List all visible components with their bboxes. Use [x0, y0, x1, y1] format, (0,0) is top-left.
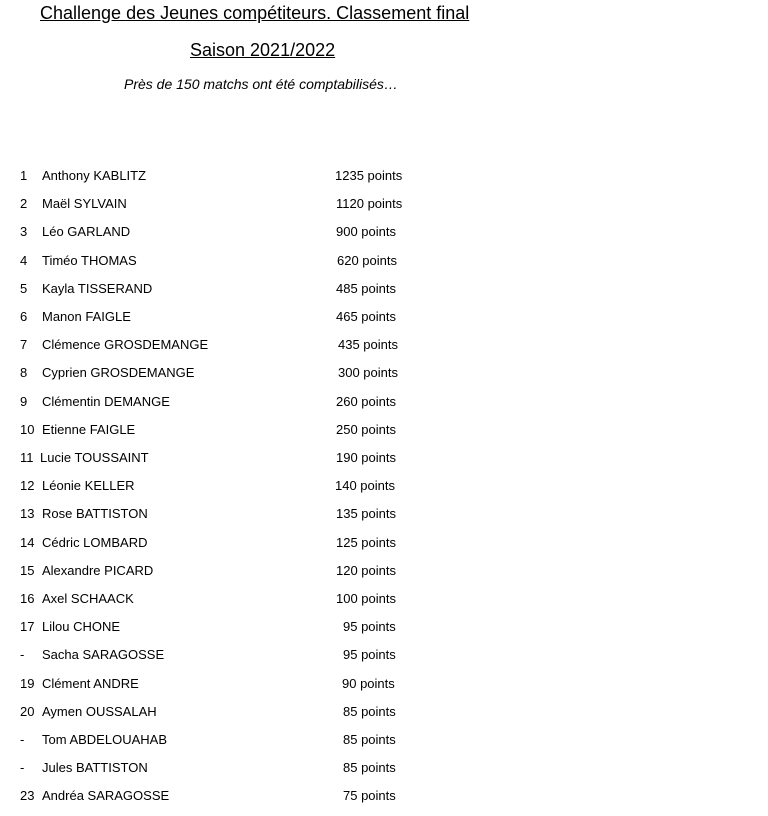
points-value: 435 points — [338, 337, 398, 353]
rank-number: 15 — [20, 562, 35, 578]
points-value: 90 points — [342, 675, 395, 691]
rank-number: 17 — [20, 619, 35, 635]
competitor-name: Léonie KELLER — [42, 478, 135, 494]
competitor-name: Kayla TISSERAND — [42, 280, 153, 296]
competitor-name: Aymen OUSSALAH — [42, 703, 157, 719]
points-value: 620 points — [337, 252, 397, 268]
rank-number: 7 — [20, 337, 28, 353]
competitor-name: Rose BATTISTON — [42, 506, 148, 522]
competitor-name: Manon FAIGLE — [42, 309, 131, 324]
competitor-name: Timéo THOMAS — [42, 252, 137, 268]
ranking-row — [0, 704, 480, 724]
ranking-row — [0, 168, 480, 188]
rank-number: 4 — [20, 252, 28, 268]
competitor-name: Sacha SARAGOSSE — [42, 647, 165, 663]
competitor-name: Tom ABDELOUAHAB — [42, 732, 167, 747]
ranking-row — [0, 732, 480, 752]
ranking-row — [0, 394, 480, 414]
points-value: 125 points — [336, 534, 396, 550]
rank-number: - — [20, 760, 25, 776]
competitor-name: Axel SCHAACK — [42, 591, 134, 606]
ranking-row — [0, 506, 480, 526]
competitor-name: Andréa SARAGOSSE — [42, 788, 170, 804]
points-value: 140 points — [335, 478, 395, 494]
points-value: 85 points — [343, 703, 396, 719]
rank-number: 11 — [20, 450, 34, 465]
competitor-name: Clément ANDRE — [42, 675, 139, 691]
ranking-row — [0, 535, 480, 555]
rank-number: 13 — [20, 506, 35, 522]
ranking-row — [0, 365, 480, 385]
points-value: 900 points — [336, 224, 396, 240]
competitor-name: Maël SYLVAIN — [42, 196, 127, 212]
rank-number: 2 — [20, 196, 28, 212]
ranking-row — [0, 676, 480, 696]
points-value: 300 points — [338, 365, 398, 381]
competitor-name: Lilou CHONE — [42, 619, 121, 635]
points-value: 485 points — [336, 280, 396, 296]
ranking-row — [0, 196, 480, 216]
points-value: 85 points — [343, 760, 396, 776]
ranking-row — [0, 422, 480, 442]
ranking-row — [0, 760, 480, 780]
competitor-name: Lucie TOUSSAINT — [40, 450, 149, 465]
points-value: 190 points — [336, 450, 396, 465]
points-value: 95 points — [343, 619, 396, 635]
points-value: 135 points — [336, 506, 396, 522]
competitor-name: Cédric LOMBARD — [42, 534, 148, 550]
season-heading: Saison 2021/2022 — [190, 40, 336, 60]
rank-number: 16 — [20, 591, 35, 606]
points-value: 250 points — [336, 421, 396, 437]
ranking-row — [0, 478, 480, 498]
rank-number: 6 — [20, 309, 28, 324]
ranking-row — [0, 563, 480, 583]
points-value: 85 points — [343, 732, 396, 747]
rank-number: - — [20, 732, 25, 747]
competitor-name: Anthony KABLITZ — [42, 168, 147, 183]
rank-number: 14 — [20, 534, 35, 550]
rank-number: 3 — [20, 224, 28, 240]
points-value: 1235 points — [335, 168, 403, 183]
ranking-row — [0, 309, 480, 329]
points-value: 75 points — [343, 788, 396, 804]
competitor-name: Clémence GROSDEMANGE — [42, 337, 209, 353]
ranking-row — [0, 337, 480, 357]
match-count-note: Près de 150 matchs ont été comptabilisés… — [124, 76, 398, 92]
rank-number: 19 — [20, 675, 35, 691]
rank-number: 10 — [20, 421, 35, 437]
competitor-name: Léo GARLAND — [42, 224, 131, 240]
ranking-row — [0, 253, 480, 273]
competitor-name: Etienne FAIGLE — [42, 421, 136, 437]
points-value: 120 points — [336, 562, 396, 578]
rank-number: 9 — [20, 393, 28, 409]
points-value: 465 points — [336, 309, 396, 324]
page-title: Challenge des Jeunes compétiteurs. Classement final — [40, 3, 470, 23]
ranking-row — [0, 788, 480, 808]
rank-number: 20 — [20, 703, 35, 719]
rank-number: 5 — [20, 280, 28, 296]
ranking-row — [0, 647, 480, 667]
competitor-name: Alexandre PICARD — [42, 562, 154, 578]
points-value: 260 points — [336, 393, 396, 409]
rank-number: 1 — [20, 168, 28, 183]
rank-number: 23 — [20, 788, 35, 804]
ranking-row — [0, 281, 480, 301]
points-value: 95 points — [343, 647, 396, 663]
ranking-row — [0, 450, 480, 470]
ranking-row — [0, 619, 480, 639]
competitor-name: Jules BATTISTON — [42, 760, 148, 776]
ranking-row — [0, 224, 480, 244]
competitor-name: Cyprien GROSDEMANGE — [42, 365, 195, 381]
points-value: 100 points — [336, 591, 396, 606]
rank-number: - — [20, 647, 25, 663]
ranking-row — [0, 591, 480, 611]
points-value: 1120 points — [336, 196, 403, 212]
rank-number: 8 — [20, 365, 28, 381]
competitor-name: Clémentin DEMANGE — [42, 393, 170, 409]
rank-number: 12 — [20, 478, 35, 494]
